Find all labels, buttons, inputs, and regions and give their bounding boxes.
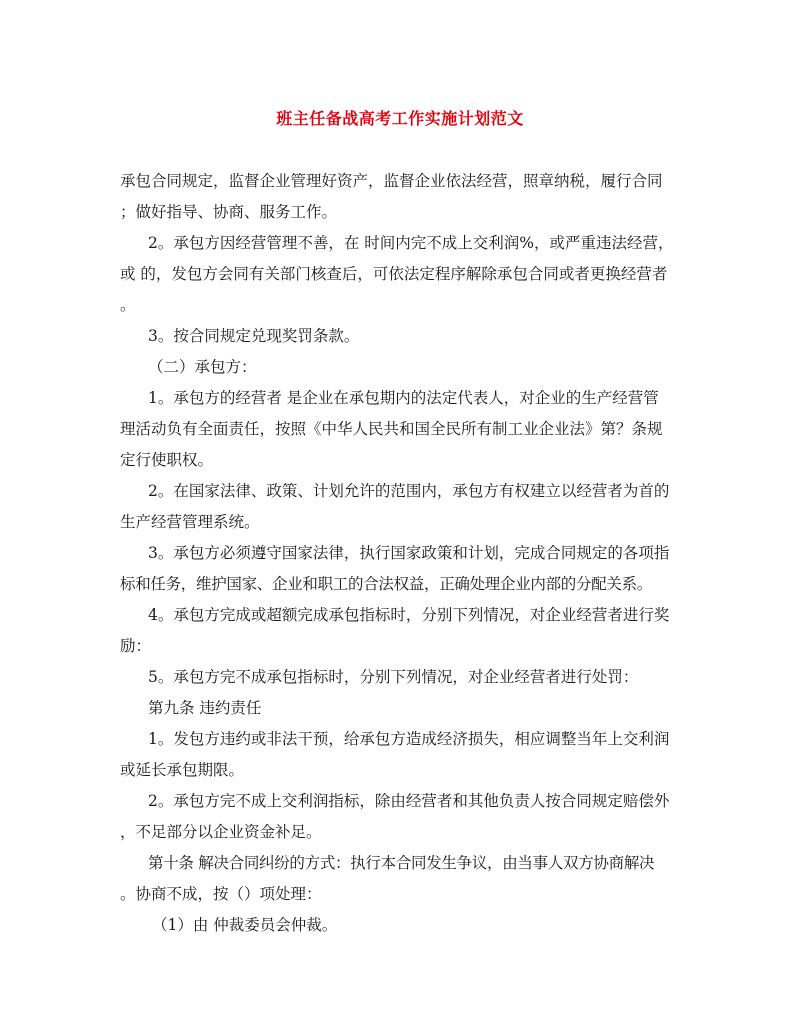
paragraph-line: 5。承包方完不成承包指标时，分别下列情况，对企业经营者进行处罚：	[148, 668, 639, 686]
paragraph-line: 第十条 解决合同纠纷的方式：执行本合同发生争议，由当事人双方协商解决	[148, 854, 655, 872]
section-heading: 第九条 违约责任	[148, 699, 262, 717]
paragraph-line: （二）承包方：	[148, 358, 257, 376]
paragraph-line: 3。按合同规定兑现奖罚条款。	[148, 327, 360, 345]
paragraph-line: 4。承包方完成或超额完成承包指标时，分别下列情况，对企业经营者进行奖	[148, 606, 670, 624]
paragraph-line: 生产经营管理系统。	[120, 513, 260, 531]
paragraph-line: 2。在国家法律、政策、计划允许的范围内，承包方有权建立以经营者为首的	[148, 482, 670, 500]
paragraph-line: 1。承包方的经营者 是企业在承包期内的法定代表人，对企业的生产经营管	[148, 389, 659, 407]
paragraph-line: 或延长承包期限。	[120, 761, 245, 779]
paragraph-line: 或 的，发包方会同有关部门核查后，可依法定程序解除承包合同或者更换经营者	[120, 265, 668, 283]
paragraph-line: 标和任务，维护国家、企业和职工的合法权益，正确处理企业内部的分配关系。	[120, 575, 653, 593]
paragraph-line: 励：	[120, 637, 152, 655]
paragraph-line: 2。承包方因经营管理不善，在 时间内完不成上交利润%，或严重违法经营，	[148, 234, 674, 252]
paragraph-line: 3。承包方必须遵守国家法律，执行国家政策和计划，完成合同规定的各项指	[148, 544, 670, 562]
paragraph-line: 1。发包方违约或非法干预，给承包方造成经济损失，相应调整当年上交利润	[148, 730, 670, 748]
paragraph-line: 。协商不成，按（）项处理：	[120, 885, 322, 903]
paragraph-line: 定行使职权。	[120, 451, 214, 469]
document-body	[120, 166, 695, 941]
paragraph-line: 承包合同规定，监督企业管理好资产，监督企业依法经营，照章纳税，履行合同	[120, 172, 663, 190]
paragraph-line: 2。承包方完不成上交利润指标，除由经营者和其他负责人按合同规定赔偿外	[148, 792, 670, 810]
paragraph-line: ；做好指导、协商、服务工作。	[120, 203, 338, 221]
document-title: 班主任备战高考工作实施计划范文	[276, 109, 524, 128]
paragraph-line: 。	[120, 296, 136, 314]
paragraph-line: ，不足部分以企业资金补足。	[120, 823, 322, 841]
paragraph-line: 理活动负有全面责任，按照《中华人民共和国全民所有制工业企业法》第？条规	[120, 420, 663, 438]
paragraph-line: （1）由 仲裁委员会仲裁。	[152, 916, 338, 934]
